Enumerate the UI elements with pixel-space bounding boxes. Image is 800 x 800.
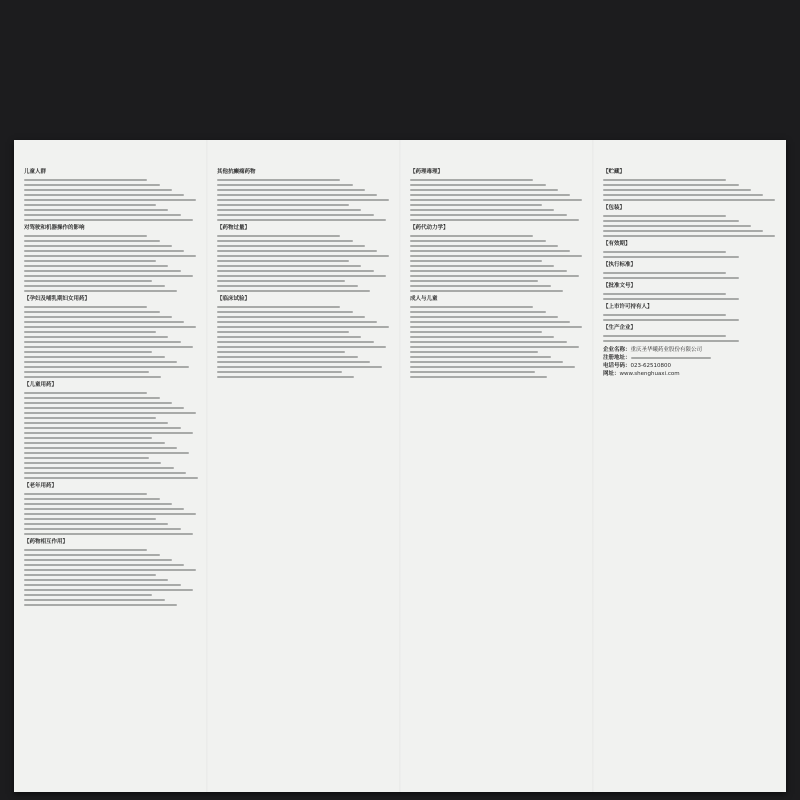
- text-line-placeholder: [603, 230, 763, 232]
- text-line-placeholder: [603, 220, 739, 222]
- column-2: [217, 166, 393, 778]
- text-line-placeholder: [410, 280, 538, 282]
- text-line-placeholder: [217, 311, 353, 313]
- text-line-placeholder: [24, 508, 184, 510]
- text-line-placeholder: [217, 209, 361, 211]
- text-line-placeholder: [217, 346, 386, 348]
- text-line-placeholder: [410, 346, 579, 348]
- manufacturer-name-label: 企业名称：: [603, 347, 631, 353]
- text-line-placeholder: [24, 437, 152, 439]
- text-line-placeholder: [24, 397, 160, 399]
- text-line-placeholder: [24, 402, 172, 404]
- text-line-placeholder: [217, 336, 361, 338]
- text-line-placeholder: [24, 427, 181, 429]
- text-line-placeholder: [24, 250, 184, 252]
- text-line-placeholder: [410, 371, 535, 373]
- section-heading: 【药物相互作用】: [24, 539, 69, 545]
- text-line-placeholder: [24, 361, 177, 363]
- text-line-placeholder: [217, 356, 358, 358]
- text-line-placeholder: [24, 290, 177, 292]
- manufacturer-website-label: 网址：: [603, 371, 620, 377]
- text-line-placeholder: [24, 467, 174, 469]
- text-line-placeholder: [24, 472, 186, 474]
- text-line-placeholder: [410, 275, 579, 277]
- text-line-placeholder: [24, 579, 168, 581]
- text-line-placeholder: [24, 503, 172, 505]
- text-line-placeholder: [603, 256, 739, 258]
- text-line-placeholder: [217, 184, 353, 186]
- manufacturer-block: [603, 346, 779, 378]
- text-line-placeholder: [410, 326, 582, 328]
- text-line-placeholder: [24, 594, 152, 596]
- text-line-placeholder: [603, 194, 763, 196]
- text-line-placeholder: [410, 260, 542, 262]
- text-line-placeholder: [24, 270, 181, 272]
- section-heading: 【儿童用药】: [24, 382, 58, 388]
- text-line-placeholder: [24, 245, 172, 247]
- text-line-placeholder: [24, 194, 184, 196]
- text-line-placeholder: [217, 214, 374, 216]
- text-line-placeholder: [217, 280, 345, 282]
- text-line-placeholder: [24, 498, 160, 500]
- text-line-placeholder: [24, 533, 193, 535]
- manufacturer-name-row: [603, 346, 779, 354]
- text-line-placeholder: [410, 316, 558, 318]
- section-heading: 【药代动力学】: [410, 225, 449, 231]
- text-line-placeholder: [24, 513, 196, 515]
- column-4-headings: [603, 168, 779, 342]
- text-line-placeholder: [24, 523, 168, 525]
- text-line-placeholder: [24, 371, 149, 373]
- text-line-placeholder: [217, 250, 377, 252]
- text-line-placeholder: [603, 298, 739, 300]
- text-line-placeholder: [24, 255, 196, 257]
- column-4: [603, 166, 779, 778]
- text-line-placeholder: [217, 285, 358, 287]
- text-line-placeholder: [24, 209, 168, 211]
- text-line-placeholder: [217, 179, 340, 181]
- text-line-placeholder: [217, 326, 389, 328]
- text-line-placeholder: [217, 245, 365, 247]
- text-line-placeholder: [410, 321, 570, 323]
- text-line-placeholder: [217, 260, 349, 262]
- text-line-placeholder: [24, 184, 160, 186]
- text-line-placeholder: [24, 351, 152, 353]
- text-line-placeholder: [24, 265, 168, 267]
- text-line-placeholder: [217, 194, 377, 196]
- manufacturer-name: 重庆圣华曦药业股份有限公司: [630, 347, 703, 353]
- text-line-placeholder: [24, 376, 161, 378]
- section-heading: 【药理毒理】: [410, 169, 444, 175]
- text-line-placeholder: [410, 194, 570, 196]
- text-line-placeholder: [603, 340, 739, 342]
- text-line-placeholder: [24, 235, 147, 237]
- text-line-placeholder: [410, 214, 567, 216]
- text-line-placeholder: [24, 316, 172, 318]
- text-line-placeholder: [217, 351, 345, 353]
- text-line-placeholder: [603, 184, 739, 186]
- section-heading: 【有效期】: [603, 241, 631, 247]
- text-line-placeholder: [410, 311, 546, 313]
- text-line-placeholder: [410, 204, 542, 206]
- manufacturer-website-row: [603, 370, 779, 378]
- text-line-placeholder: [24, 336, 168, 338]
- text-line-placeholder: [217, 290, 370, 292]
- section-heading: 【批准文号】: [603, 283, 637, 289]
- text-line-placeholder: [410, 179, 533, 181]
- text-line-placeholder: [24, 574, 156, 576]
- text-line-placeholder: [603, 314, 726, 316]
- fold-line: [206, 140, 208, 792]
- text-line-placeholder: [24, 493, 147, 495]
- text-line-placeholder: [24, 214, 181, 216]
- text-line-placeholder: [24, 447, 177, 449]
- text-line-placeholder: [24, 204, 156, 206]
- text-line-placeholder: [217, 255, 389, 257]
- text-line-placeholder: [24, 417, 156, 419]
- section-heading: 【包装】: [603, 205, 626, 211]
- text-line-placeholder: [217, 199, 389, 201]
- text-line-placeholder: [24, 346, 193, 348]
- text-line-placeholder: [24, 462, 161, 464]
- text-line-placeholder: [217, 316, 365, 318]
- text-line-placeholder: [217, 306, 340, 308]
- manufacturer-phone-label: 电话号码：: [603, 363, 631, 369]
- text-line-placeholder: [217, 189, 365, 191]
- text-line-placeholder: [410, 265, 554, 267]
- text-line-placeholder: [603, 251, 726, 253]
- text-line-placeholder: [603, 293, 726, 295]
- text-line-placeholder: [24, 604, 177, 606]
- text-line-placeholder: [410, 209, 554, 211]
- text-line-placeholder: [410, 184, 546, 186]
- manufacturer-phone: 023-62510800: [630, 363, 671, 369]
- text-line-placeholder: [24, 285, 165, 287]
- column-1: [24, 166, 200, 778]
- text-line-placeholder: [217, 219, 386, 221]
- manufacturer-address: [631, 357, 711, 359]
- text-line-placeholder: [603, 319, 739, 321]
- text-line-placeholder: [24, 189, 172, 191]
- text-line-placeholder: [24, 280, 152, 282]
- section-heading: 【执行标准】: [603, 262, 637, 268]
- text-line-placeholder: [217, 376, 354, 378]
- text-line-placeholder: [217, 321, 377, 323]
- text-line-placeholder: [217, 341, 374, 343]
- text-line-placeholder: [410, 331, 542, 333]
- text-line-placeholder: [24, 356, 165, 358]
- section-heading: 成人与儿童: [410, 296, 438, 302]
- manufacturer-address-row: [603, 354, 779, 362]
- text-line-placeholder: [410, 245, 558, 247]
- text-line-placeholder: [24, 219, 193, 221]
- text-line-placeholder: [603, 189, 751, 191]
- text-line-placeholder: [217, 265, 361, 267]
- text-line-placeholder: [410, 235, 533, 237]
- text-line-placeholder: [24, 457, 149, 459]
- text-line-placeholder: [24, 518, 156, 520]
- text-line-placeholder: [24, 341, 181, 343]
- text-line-placeholder: [217, 361, 370, 363]
- text-line-placeholder: [24, 559, 172, 561]
- text-line-placeholder: [24, 452, 189, 454]
- text-line-placeholder: [24, 549, 147, 551]
- text-line-placeholder: [24, 275, 193, 277]
- text-line-placeholder: [410, 199, 582, 201]
- text-line-placeholder: [24, 584, 181, 586]
- text-line-placeholder: [217, 331, 349, 333]
- section-heading: 【生产企业】: [603, 325, 637, 331]
- text-line-placeholder: [603, 179, 726, 181]
- column-3: [410, 166, 586, 778]
- text-line-placeholder: [24, 412, 196, 414]
- fold-line: [399, 140, 401, 792]
- section-heading: 其他抗癫痫药物: [217, 169, 256, 175]
- text-line-placeholder: [410, 290, 563, 292]
- leaflet-paper: [14, 140, 786, 792]
- text-line-placeholder: [24, 326, 196, 328]
- text-line-placeholder: [410, 250, 570, 252]
- text-line-placeholder: [410, 376, 547, 378]
- text-line-placeholder: [217, 270, 374, 272]
- text-line-placeholder: [603, 225, 751, 227]
- text-line-placeholder: [410, 240, 546, 242]
- text-line-placeholder: [24, 306, 147, 308]
- section-heading: 【药物过量】: [217, 225, 251, 231]
- section-heading: 儿童人群: [24, 169, 47, 175]
- text-line-placeholder: [24, 569, 196, 571]
- section-heading: 【老年用药】: [24, 483, 58, 489]
- text-line-placeholder: [24, 392, 147, 394]
- section-heading: 对驾驶和机器操作的影响: [24, 225, 85, 231]
- text-line-placeholder: [410, 306, 533, 308]
- text-line-placeholder: [24, 432, 193, 434]
- section-heading: 【孕妇及哺乳期妇女用药】: [24, 296, 91, 302]
- text-line-placeholder: [410, 189, 558, 191]
- text-line-placeholder: [410, 336, 554, 338]
- text-line-placeholder: [24, 311, 160, 313]
- text-line-placeholder: [603, 199, 775, 201]
- text-line-placeholder: [410, 341, 567, 343]
- text-line-placeholder: [24, 331, 156, 333]
- text-line-placeholder: [217, 204, 349, 206]
- text-line-placeholder: [603, 277, 739, 279]
- text-line-placeholder: [24, 422, 168, 424]
- text-line-placeholder: [603, 272, 726, 274]
- text-line-placeholder: [24, 564, 184, 566]
- text-line-placeholder: [603, 335, 726, 337]
- text-line-placeholder: [603, 215, 726, 217]
- manufacturer-phone-row: [603, 362, 779, 370]
- section-heading: 【临床试验】: [217, 296, 251, 302]
- text-line-placeholder: [217, 240, 353, 242]
- manufacturer-address-label: 注册地址：: [603, 355, 631, 361]
- text-line-placeholder: [24, 599, 165, 601]
- text-line-placeholder: [24, 366, 189, 368]
- text-line-placeholder: [410, 356, 551, 358]
- text-line-placeholder: [603, 235, 775, 237]
- text-line-placeholder: [410, 285, 551, 287]
- section-heading: 【上市许可持有人】: [603, 304, 653, 310]
- text-line-placeholder: [217, 235, 340, 237]
- text-line-placeholder: [24, 179, 147, 181]
- text-line-placeholder: [410, 270, 567, 272]
- text-line-placeholder: [24, 554, 160, 556]
- text-line-placeholder: [410, 255, 582, 257]
- text-line-placeholder: [24, 199, 196, 201]
- text-line-placeholder: [24, 442, 165, 444]
- text-line-placeholder: [217, 366, 382, 368]
- text-line-placeholder: [24, 260, 156, 262]
- text-line-placeholder: [410, 351, 538, 353]
- text-line-placeholder: [410, 361, 563, 363]
- text-line-placeholder: [410, 366, 575, 368]
- text-line-placeholder: [24, 589, 193, 591]
- text-line-placeholder: [24, 477, 198, 479]
- manufacturer-website: www.shenghuaxi.com: [619, 371, 680, 377]
- text-line-placeholder: [24, 528, 181, 530]
- text-line-placeholder: [217, 275, 386, 277]
- section-heading: 【贮藏】: [603, 169, 626, 175]
- text-line-placeholder: [217, 371, 342, 373]
- text-line-placeholder: [24, 321, 184, 323]
- text-line-placeholder: [24, 407, 184, 409]
- text-line-placeholder: [410, 219, 579, 221]
- fold-line: [592, 140, 594, 792]
- text-line-placeholder: [24, 240, 160, 242]
